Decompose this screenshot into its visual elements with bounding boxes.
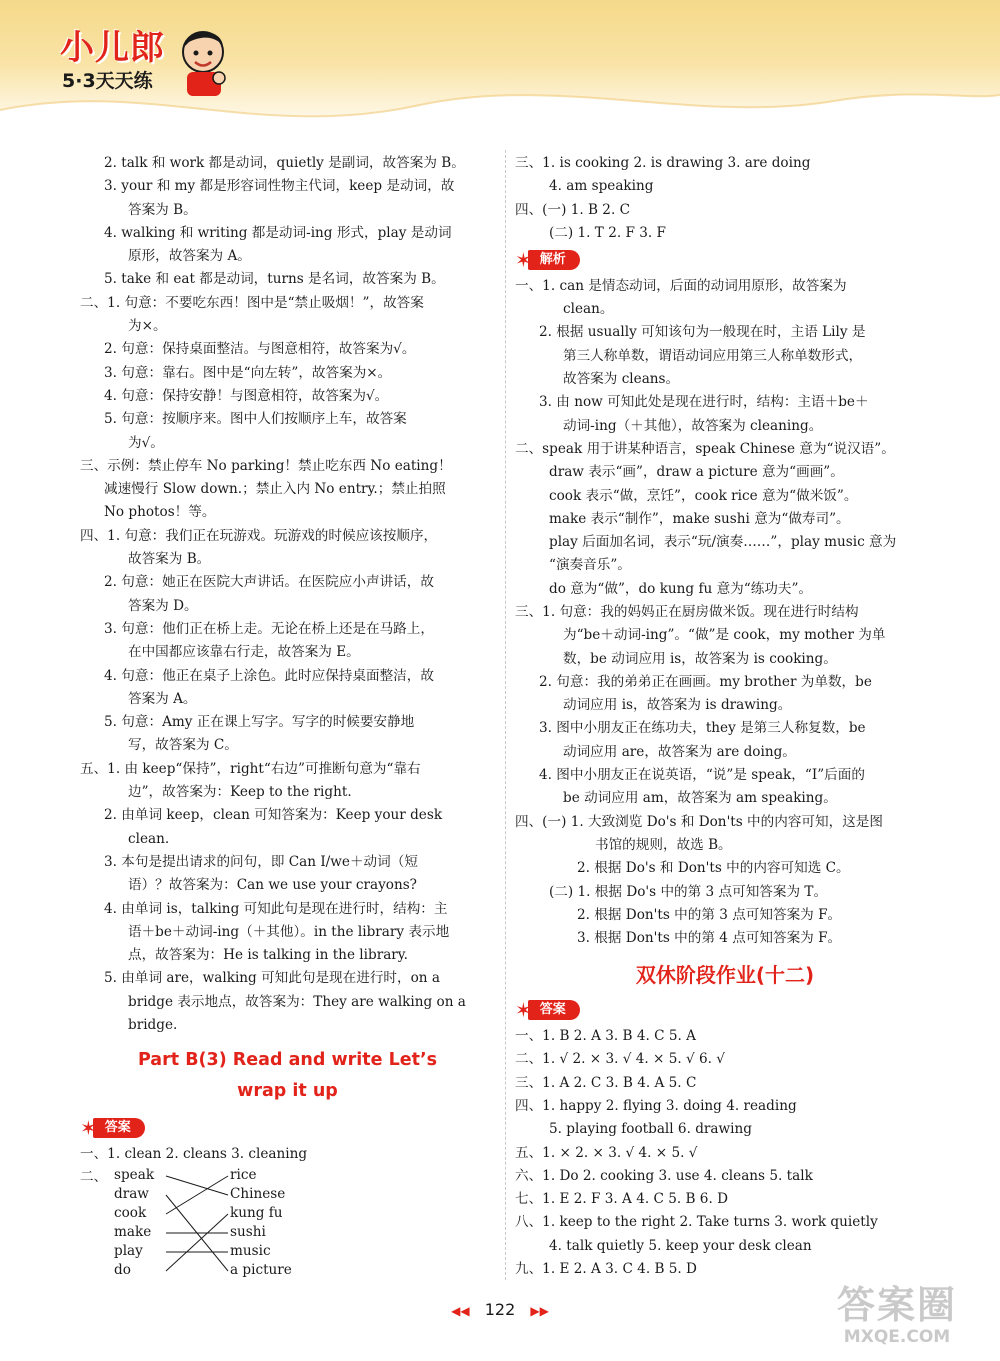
- watermark: [812, 1283, 982, 1353]
- column-divider: [505, 150, 506, 1280]
- text-line: 3. 句意：靠右。图中是“向左转”，故答案为×。: [104, 364, 392, 381]
- text-line: 二、1. 句意：不要吃东西！图中是“禁止吸烟！”，故答案: [80, 294, 424, 311]
- text-line: draw 表示“画”，draw a picture 意为“画画”。: [549, 464, 844, 481]
- text-line: 2. 由单词 keep，clean 可知答案为：Keep your desk: [104, 807, 443, 824]
- watermark-bottom: MXQE.COM: [843, 1327, 951, 1347]
- match-connector-line: [166, 1176, 228, 1195]
- match-noun: music: [230, 1243, 271, 1260]
- text-line: 二、speak 用于讲某种语言，speak Chinese 意为“说汉语”。: [515, 440, 895, 457]
- text-line: 2. 根据 usually 可知该句为一般现在时，主语 Lily 是: [539, 324, 866, 341]
- text-line: 2. 根据 Don'ts 中的第 3 点可知答案为 F。: [577, 906, 842, 923]
- text-line: 四、(一) 1. B 2. C: [515, 201, 631, 218]
- logo-subtitle: 5·3天天练: [62, 70, 153, 92]
- text-line: “演奏音乐”。: [549, 557, 631, 574]
- answer-tag: [515, 999, 580, 1021]
- text-line: play 后面加名词，表示“玩/演奏……”，play music 意为: [549, 534, 897, 551]
- text-line: 边”，故答案为：Keep to the right.: [128, 784, 352, 801]
- text-line: 点，故答案为：He is talking in the library.: [128, 947, 408, 964]
- text-line: 三、1. 句意：我的妈妈正在厨房做米饭。现在进行时结构: [515, 604, 859, 620]
- text-line: make 表示“制作”，make sushi 意为“做寿司”。: [549, 510, 850, 527]
- text-line: 4. walking 和 writing 都是动词-ing 形式，play 是动词: [104, 224, 452, 241]
- text-line: 4. 图中小朋友正在说英语，“说”是 speak，“I”后面的: [539, 767, 865, 784]
- section-title: 双休阶段作业(十二): [635, 963, 815, 988]
- text-line: 2. talk 和 work 都是动词，quietly 是副词，故答案为 B。: [104, 155, 465, 171]
- text-line: 动词应用 are，故答案为 are doing。: [563, 743, 796, 760]
- text-line: bridge 表示地点，故答案为：They are walking on a: [128, 993, 466, 1010]
- text-line: 5. take 和 eat 都是动词，turns 是名词，故答案为 B。: [104, 271, 445, 288]
- match-verb: speak: [114, 1167, 155, 1184]
- brand-logo: [60, 20, 230, 110]
- text-line: 四、(一) 1. 大致浏览 Do's 和 Don'ts 中的内容可知，这是图: [515, 813, 883, 830]
- text-line: 4. am speaking: [549, 178, 654, 195]
- text-line: 5. 句意：Amy 正在课上写字。写字的时候要安静地: [104, 714, 415, 731]
- text-line: 3. 图中小朋友正在练功夫，they 是第三人称复数，be: [539, 720, 866, 737]
- match-noun: Chinese: [230, 1186, 286, 1203]
- text-line: 写，故答案为 C。: [128, 737, 238, 754]
- next-arrows-icon: ▶▶: [530, 1304, 549, 1318]
- text-line: cook 表示“做，烹饪”，cook rice 意为“做米饭”。: [549, 487, 858, 504]
- text-line: 3. 句意：他们正在桥上走。无论在桥上还是在马路上，: [104, 620, 434, 637]
- match-verb: make: [114, 1224, 152, 1241]
- part-title-line-1: Part B(3) Read and write Let’s: [137, 1050, 438, 1071]
- matching-exercise: [80, 1166, 495, 1306]
- match-verb: cook: [114, 1205, 147, 1222]
- text-line: 四、1. happy 2. flying 3. doing 4. reading: [515, 1098, 797, 1114]
- text-line: 九、1. E 2. A 3. C 4. B 5. D: [515, 1261, 697, 1278]
- star-icon: ✶: [515, 997, 532, 1022]
- analysis-tag: [515, 249, 580, 271]
- text-line: clean.: [128, 830, 170, 847]
- text-line: 二、1. √ 2. × 3. √ 4. × 5. √ 6. √: [515, 1051, 725, 1068]
- logo-title: 小儿郎: [60, 28, 165, 68]
- part-title-line-2: wrap it up: [237, 1081, 338, 1102]
- match-noun: sushi: [230, 1224, 266, 1241]
- answer-tag: [80, 1117, 145, 1139]
- mascot-boy-icon: [175, 20, 235, 100]
- text-line: 5. 句意：按顺序来。图中人们按顺序上车，故答案: [104, 411, 407, 428]
- text-line: 故答案为 cleans。: [563, 371, 680, 388]
- text-line: 动词应用 is，故答案为 is drawing。: [563, 697, 792, 714]
- text-line: 三、示例：禁止停车 No parking！禁止吃东西 No eating！: [80, 457, 452, 474]
- star-icon: ✶: [80, 1115, 97, 1140]
- text-line: 4. 句意：保持安静！与图意相符，故答案为√。: [104, 387, 389, 404]
- right-column: [515, 152, 935, 1281]
- match-noun: kung fu: [230, 1205, 283, 1222]
- text-line: 3. your 和 my 都是形容词性物主代词，keep 是动词，故: [104, 178, 455, 195]
- text-line: 2. 根据 Do's 和 Don'ts 中的内容可知选 C。: [577, 860, 850, 877]
- match-verb: play: [114, 1243, 143, 1260]
- text-line: 为“be＋动词-ing”。“做”是 cook，my mother 为单: [563, 627, 886, 644]
- text-line: 答案为 D。: [128, 597, 198, 614]
- text-line: 答案为 A。: [128, 690, 197, 707]
- watermark-top: 答案圈: [836, 1283, 957, 1327]
- text-line: 5. playing football 6. drawing: [549, 1121, 752, 1138]
- text-line: 第三人称单数，谓语动词应用第三人称单数形式，: [563, 347, 863, 364]
- text-line: bridge.: [128, 1016, 178, 1033]
- text-line: 4. 句意：他正在桌子上涂色。此时应保持桌面整洁，故: [104, 667, 434, 684]
- text-line: 五、1. × 2. × 3. √ 4. × 5. √: [515, 1144, 698, 1161]
- match-verb: do: [114, 1262, 131, 1279]
- text-line: 减速慢行 Slow down.；禁止入内 No entry.；禁止拍照: [104, 481, 446, 498]
- match-connector-line: [166, 1176, 228, 1214]
- right-answers: [515, 152, 935, 245]
- left-answer-explanations: [80, 152, 495, 1037]
- prev-arrows-icon: ◀◀: [451, 1304, 470, 1318]
- match-verb: draw: [114, 1186, 149, 1203]
- answer-tag-label: 答案: [93, 1118, 145, 1138]
- text-line: 3. 由 now 可知此处是现在进行时，结构：主语＋be＋: [539, 394, 869, 411]
- text-line: 5. 由单词 are，walking 可知此句是现在进行时，on a: [104, 970, 440, 987]
- matching-prefix: 二、: [80, 1169, 108, 1186]
- text-line: 语）？故答案为：Can we use your crayons?: [128, 877, 417, 894]
- text-line: 动词-ing（＋其他），故答案为 cleaning。: [563, 417, 823, 434]
- analysis-tag-label: 解析: [528, 250, 580, 270]
- text-line: No photos！等。: [104, 504, 216, 521]
- matching-lines: [80, 1166, 240, 1296]
- text-line: 一、1. B 2. A 3. B 4. C 5. A: [515, 1028, 696, 1045]
- text-line: 2. 句意：保持桌面整洁。与图意相符，故答案为√。: [104, 341, 416, 358]
- text-line: 2. 句意：我的弟弟正在画画。my brother 为单数，be: [539, 673, 872, 690]
- page-number: 122: [484, 1300, 516, 1319]
- text-line: 4. talk quietly 5. keep your desk clean: [549, 1237, 812, 1254]
- text-line: 三、1. is cooking 2. is drawing 3. are doing: [515, 155, 811, 171]
- match-noun: rice: [230, 1167, 257, 1184]
- text-line: 在中国都应该靠右行走，故答案为 E。: [128, 644, 360, 661]
- text-line: do 意为“做”，do kung fu 意为“练功夫”。: [549, 580, 813, 597]
- text-line: 书馆的规则，故选 B。: [595, 836, 732, 853]
- left-column: [80, 152, 495, 1306]
- text-line: 六、1. Do 2. cooking 3. use 4. cleans 5. talk: [515, 1167, 813, 1184]
- text-line: (二) 1. T 2. F 3. F: [549, 224, 666, 241]
- text-line: 3. 根据 Don'ts 中的第 4 点可知答案为 F。: [577, 930, 842, 947]
- text-line: 故答案为 B。: [128, 551, 211, 568]
- text-line: 3. 本句是提出请求的问句，即 Can I/we＋动词（短: [104, 853, 418, 870]
- text-line: clean。: [563, 301, 614, 318]
- text-line: 语＋be＋动词-ing（＋其他）。in the library 表示地: [128, 923, 450, 940]
- text-line: 数，be 动词应用 is，故答案为 is cooking。: [563, 650, 837, 667]
- text-line: 八、1. keep to the right 2. Take turns 3. work quietly: [515, 1214, 878, 1231]
- answer-line: 一、1. clean 2. cleans 3. cleaning: [80, 1145, 308, 1162]
- text-line: 原形，故答案为 A。: [128, 248, 251, 265]
- star-icon: ✶: [515, 247, 532, 272]
- analysis-explanations: [515, 275, 935, 951]
- text-line: 为√。: [128, 434, 164, 451]
- text-line: 为×。: [128, 318, 167, 335]
- text-line: 答案为 B。: [128, 201, 197, 218]
- answer-tag-label: 答案: [528, 1000, 580, 1020]
- text-line: 2. 句意：她正在医院大声讲话。在医院应小声讲话，故: [104, 574, 434, 591]
- part-title: [80, 1045, 495, 1107]
- text-line: 4. 由单词 is，talking 可知此句是现在进行时，结构：主: [104, 900, 448, 917]
- match-noun: a picture: [230, 1262, 292, 1279]
- text-line: 五、1. 由 keep“保持”，right“右边”可推断句意为“靠右: [80, 760, 421, 777]
- text-line: (二) 1. 根据 Do's 中的第 3 点可知答案为 T。: [549, 883, 828, 900]
- section-answers: [515, 1025, 935, 1281]
- text-line: 四、1. 句意：我们正在玩游戏。玩游戏的时候应该按顺序，: [80, 527, 438, 544]
- text-line: be 动词应用 am，故答案为 am speaking。: [563, 790, 837, 807]
- text-line: 七、1. E 2. F 3. A 4. C 5. B 6. D: [515, 1191, 728, 1208]
- text-line: 三、1. A 2. C 3. B 4. A 5. C: [515, 1074, 697, 1091]
- text-line: 一、1. can 是情态动词，后面的动词用原形，故答案为: [515, 277, 847, 294]
- match-connector-line: [166, 1214, 228, 1271]
